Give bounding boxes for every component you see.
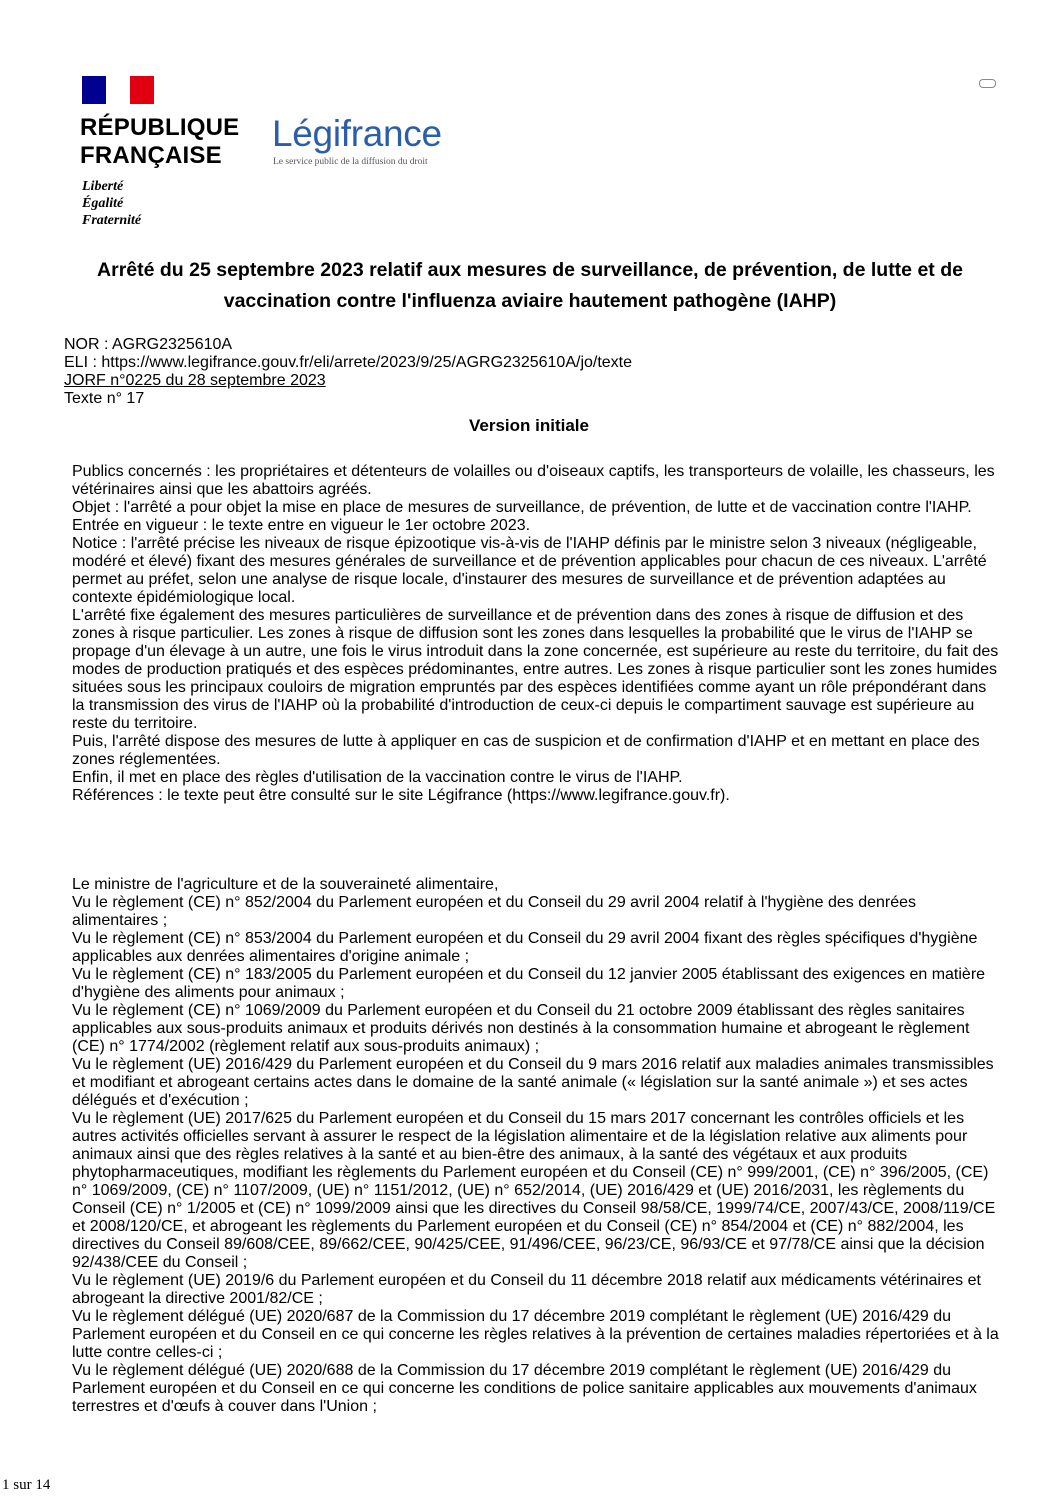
texte-number: Texte n° 17 xyxy=(64,390,145,407)
visa-item: Vu le règlement (CE) n° 183/2005 du Parlement européen et du Conseil du 12 janvier 2005 établissant des exigences en matière d'hygiène des aliments pour animaux ; xyxy=(72,966,986,1001)
notice-entree-vigueur: Entrée en vigueur : le texte entre en vigueur le 1er octobre 2023. xyxy=(72,517,531,534)
document-metadata xyxy=(64,336,632,408)
visa-item: Vu le règlement (CE) n° 1069/2009 du Parlement européen et du Conseil du 21 octobre 2009 établissant des règles sanitaires applicables aux sous-produits animaux et produits dérivés non destinés à la consommation humaine et abrogeant le règlement (CE) n° 1774/2002 (règlement relatif aux sous-produits animaux) ; xyxy=(72,1002,970,1055)
visa-item: Vu le règlement délégué (UE) 2020/688 de la Commission du 17 décembre 2019 complétant le règlement (UE) 2016/429 du Parlement européen et du Conseil en ce qui concerne les conditions de police sanitaire applicables aux mouvements d'animaux terrestres et d'œufs à couver dans l'Union ; xyxy=(72,1362,977,1415)
version-label: Version initiale xyxy=(469,416,589,435)
devise-liberte: Liberté xyxy=(82,179,124,194)
visa-ministre: Le ministre de l'agriculture et de la souveraineté alimentaire, xyxy=(72,876,499,893)
notice-lutte: Puis, l'arrêté dispose des mesures de lutte à appliquer en cas de suspicion et de confirmation d'IAHP et en mettant en place des zones réglementées. xyxy=(72,733,980,768)
republique-francaise-logo xyxy=(80,114,239,170)
jorf-link[interactable]: JORF n°0225 du 28 septembre 2023 xyxy=(64,372,326,389)
notice-text: Notice : l'arrêté précise les niveaux de risque épizootique vis-à-vis de l'IAHP définis par le ministre selon 3 niveaux (négligeable, modéré et élevé) fixant des mesures générales de surveillance et de prévention applicables pour chacun de ces niveaux. L'arrêté permet au préfet, selon une analyse de risque locale, d'instaurer des mesures de surveillance et de prévention adaptées au contexte épidémiologique local. xyxy=(72,535,987,606)
devise-egalite: Égalité xyxy=(82,196,124,211)
visa-item: Vu le règlement (UE) 2016/429 du Parlement européen et du Conseil du 9 mars 2016 relatif aux maladies animales transmissibles et modifiant et abrogeant certains actes dans le domaine de la santé animale (« législation sur la santé animale ») et ses actes délégués et d'exécution ; xyxy=(72,1056,994,1109)
visa-item: Vu le règlement (CE) n° 852/2004 du Parlement européen et du Conseil du 29 avril 2004 relatif à l'hygiène des denrées alimentaires ; xyxy=(72,894,917,929)
visa-item: Vu le règlement (UE) 2019/6 du Parlement européen et du Conseil du 11 décembre 2018 relatif aux médicaments vétérinaires et abrogeant la directive 2001/82/CE ; xyxy=(72,1272,981,1307)
french-flag-logo xyxy=(82,76,154,104)
document-title: Arrêté du 25 septembre 2023 relatif aux mesures de surveillance, de prévention, de lutte et de vaccination contre l'influenza aviaire hautement pathogène (IAHP) xyxy=(97,259,963,312)
notice-objet: Objet : l'arrêté a pour objet la mise en place de mesures de surveillance, de prévention, de lutte et de vaccination contre l'IAHP. xyxy=(72,499,972,516)
visa-item: Vu le règlement délégué (UE) 2020/687 de la Commission du 17 décembre 2019 complétant le règlement (UE) 2016/429 du Parlement européen et du Conseil en ce qui concerne les règles relatives à la prévention de certaines maladies répertoriées et à la lutte contre celles-ci ; xyxy=(72,1308,999,1361)
visa-item: Vu le règlement (UE) 2017/625 du Parlement européen et du Conseil du 15 mars 2017 concernant les contrôles officiels et les autres activités officielles servant à assurer le respect de la législation alimentaire et de la législation relative aux aliments pour animaux ainsi que des règles relatives à la santé et au bien-être des animaux, à la santé des végétaux et aux produits phytopharmaceutiques, modifiant les règlements du Parlement européen et du Conseil (CE) n° 999/2001, (CE) n° 396/2005, (CE) n° 1069/2009, (CE) n° 1107/2009, (UE) n° 1151/2012, (UE) n° 652/2014, (UE) 2016/429 et (UE) 2016/2031, les règlements du Conseil (CE) n° 1/2005 et (CE) n° 1099/2009 ainsi que les directives du Conseil 98/58/CE, 1999/74/CE, 2007/43/CE, 2008/119/CE et 2008/120/CE, et abrogeant les règlements du Parlement européen et du Conseil (CE) n° 854/2004 et (CE) n° 882/2004, les directives du Conseil 89/608/CEE, 89/662/CEE, 90/425/CEE, 91/496/CEE, 96/23/CE, 96/93/CE et 97/78/CE ainsi que la décision 92/438/CEE du Conseil ; xyxy=(72,1110,996,1271)
legifrance-logo[interactable]: Légifrance xyxy=(272,113,442,154)
eli-reference: ELI : https://www.legifrance.gouv.fr/eli/arrete/2023/9/25/AGRG2325610A/jo/texte xyxy=(64,354,633,371)
notice-publics: Publics concernés : les propriétaires et détenteurs de volailles ou d'oiseaux captifs, les transporteurs de volaille, les chasseurs, les vétérinaires ainsi que les abattoirs agréés. xyxy=(72,463,995,498)
francaise-line: FRANÇAISE xyxy=(80,142,222,169)
legifrance-tagline: Le service public de la diffusion du droit xyxy=(273,157,428,167)
notice-vaccination: Enfin, il met en place des règles d'utilisation de la vaccination contre le virus de l'IAHP. xyxy=(72,769,683,786)
notice-zones: L'arrêté fixe également des mesures particulières de surveillance et de prévention dans des zones à risque de diffusion et des zones à risque particulier. Les zones à risque de diffusion sont les zones dans lesquelles la probabilité que le virus de l'IAHP se propage d'un élevage à un autre, une fois le virus introduit dans la zone concernée, est supérieure au reste du territoire, du fait des modes de production pratiqués et des espèces prédominantes, entre autres. Les zones à risque particulier sont les zones humides situées sous les principaux couloirs de migration empruntés par des espèces identifiées comme ayant un rôle prépondérant dans la transmission des virus de l'IAHP où la probabilité d'introduction de ceux-ci depuis le compartiment sauvage est supérieure au reste du territoire. xyxy=(72,607,999,732)
notice-references: Références : le texte peut être consulté sur le site Légifrance (https://www.legifrance.gouv.fr). xyxy=(72,787,730,804)
devise-fraternite: Fraternité xyxy=(82,213,142,228)
page-number: 1 sur 14 xyxy=(2,1477,51,1493)
menu-toggle-button[interactable] xyxy=(979,79,996,88)
visas-section xyxy=(72,876,1002,1416)
visa-item: Vu le règlement (CE) n° 853/2004 du Parlement européen et du Conseil du 29 avril 2004 fixant des règles spécifiques d'hygiène applicables aux denrées alimentaires d'origine animale ; xyxy=(72,930,978,965)
republique-line: RÉPUBLIQUE xyxy=(80,114,240,141)
nor-reference: NOR : AGRG2325610A xyxy=(64,336,233,353)
devise xyxy=(82,178,141,229)
notice-section xyxy=(72,463,1002,805)
